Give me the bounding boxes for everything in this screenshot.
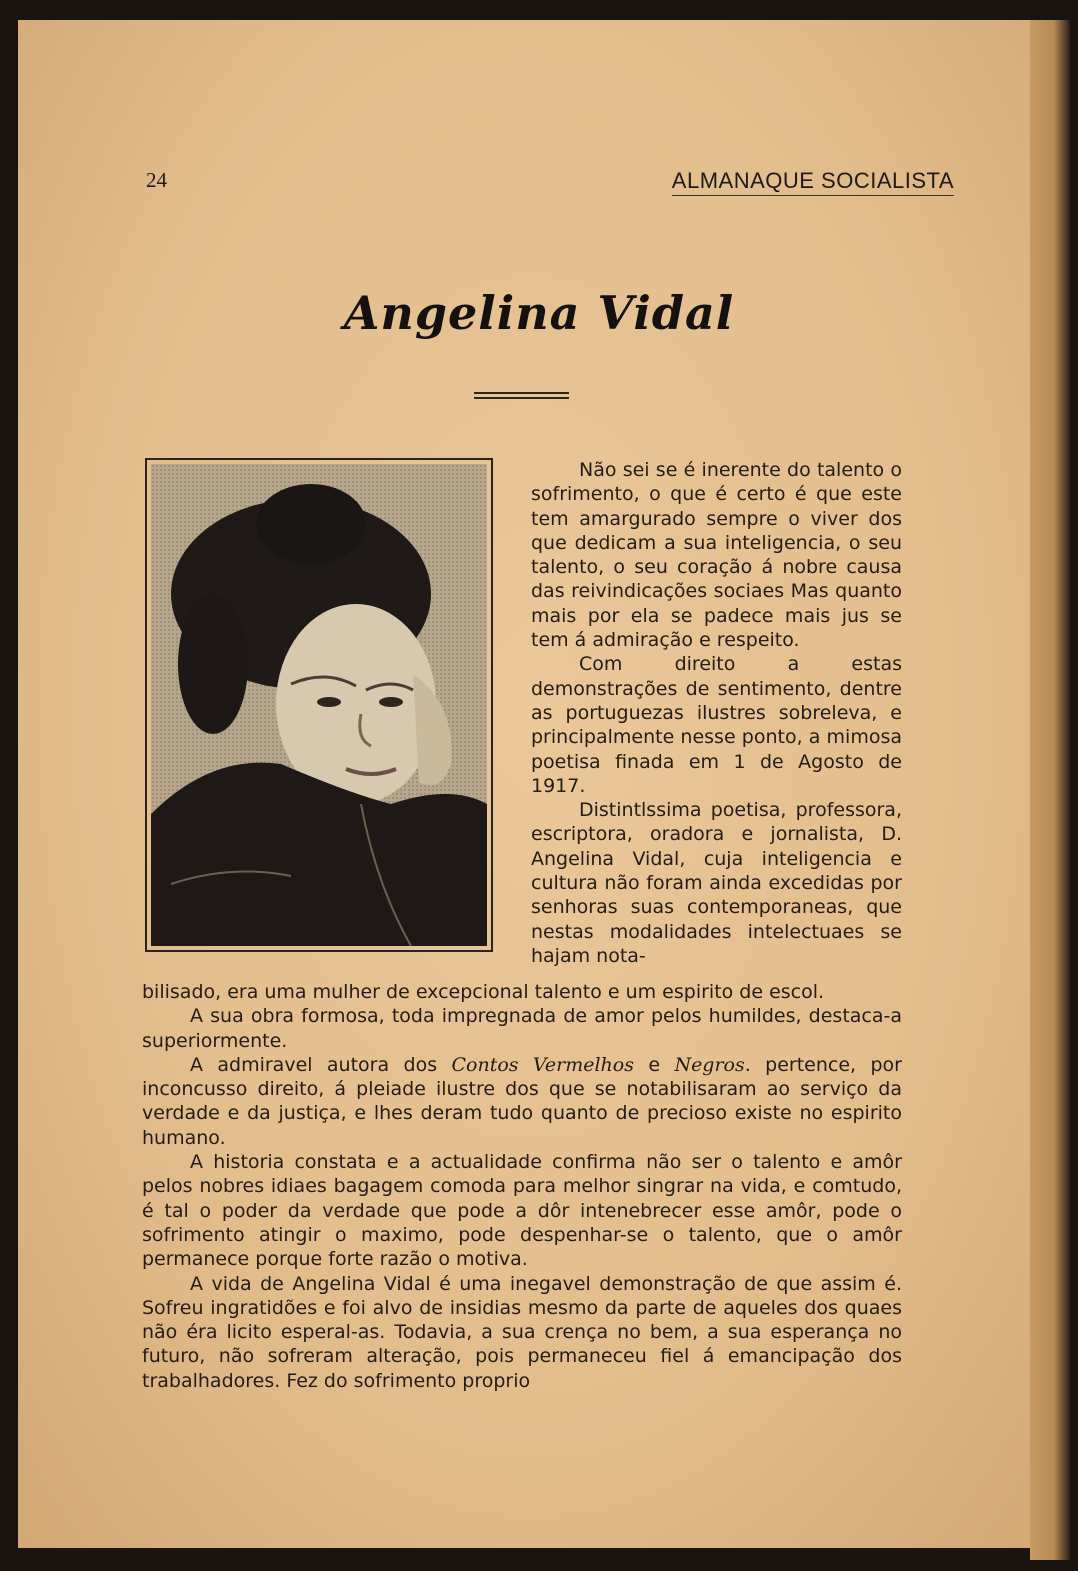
paragraph-continuation: bilisado, era uma mulher de excepcional talento e um espirito de escol.	[142, 981, 825, 1003]
paragraph: Com direito a estas demonstrações de sentimento, dentre as portuguezas ilustres sobreleva, e principalmente nesse ponto, a mimosa poetisa finada em 1 de Agosto de 1917.	[531, 653, 902, 797]
portrait-photo	[145, 458, 493, 952]
running-head: ALMANAQUE SOCIALISTA	[672, 168, 954, 196]
paragraph: Distintlssima poetisa, professora, escriptora, oradora e jornalista, D. Angelina Vidal, cuja inteligencia e cultura não foram ainda excedidas por senhoras suas contemporaneas, que nestas modalidades intelectuaes se hajam nota-	[531, 799, 902, 967]
paragraph: A historia constata e a actualidade confirma não ser o talento e amôr pelos nobres idiaes bagagem comoda para melhor singrar na vida, e comtudo, é tal o poder da verdade que pode a dôr intenebrecer esse amôr, pode o sofrimento atingir o maximo, pode despenhar-se o talento, que o amôr permanece porque forte razão o motiva.	[142, 1151, 902, 1271]
text-run: e	[633, 1053, 675, 1076]
paragraph	[142, 1053, 902, 1150]
paragraph: A vida de Angelina Vidal é uma inegavel demonstração de que assim é. Sofreu ingratidões e foi alvo de insidias mesmo da parte de aqueles dos quaes não éra licito esperal-as. Todavia, a sua crença no bem, a sua esperança no futuro, não sofreram alteração, pois permaneceu fiel á emancipação dos trabalhadores. Fez do sofrimento proprio	[142, 1272, 902, 1392]
article-body-text	[142, 980, 902, 1393]
text-run: A admiravel autora dos	[190, 1053, 452, 1076]
page-edge	[1030, 20, 1070, 1560]
paragraph: A sua obra formosa, toda impregnada de amor pelos humildes, destaca-a superiormente.	[142, 1005, 902, 1052]
page-header	[146, 168, 954, 198]
article-column-text	[531, 458, 902, 968]
page-number: 24	[146, 168, 167, 192]
portrait-photo-icon	[151, 464, 487, 946]
title-divider	[474, 392, 569, 401]
text-run: . pertence, por inconcusso direito, á pleiade ilustre dos que se notabilisaram ao serviço da verdade e da justiça, e lhes deram tudo quanto de precioso existe no espirito humano.	[142, 1053, 902, 1149]
book-title: Negros	[674, 1053, 745, 1076]
paragraph: Não sei se é inerente do talento o sofrimento, o que é certo é que este tem amargurado sempre o viver dos que dedicam a sua inteligencia, o seu talento, o seu coração á nobre causa das reivindicações sociaes Mas quanto mais por ela se padece mais jus se tem á admiração e respeito.	[531, 459, 902, 652]
book-title: Contos Vermelhos	[451, 1053, 634, 1076]
article-title: Angelina Vidal	[343, 286, 735, 340]
